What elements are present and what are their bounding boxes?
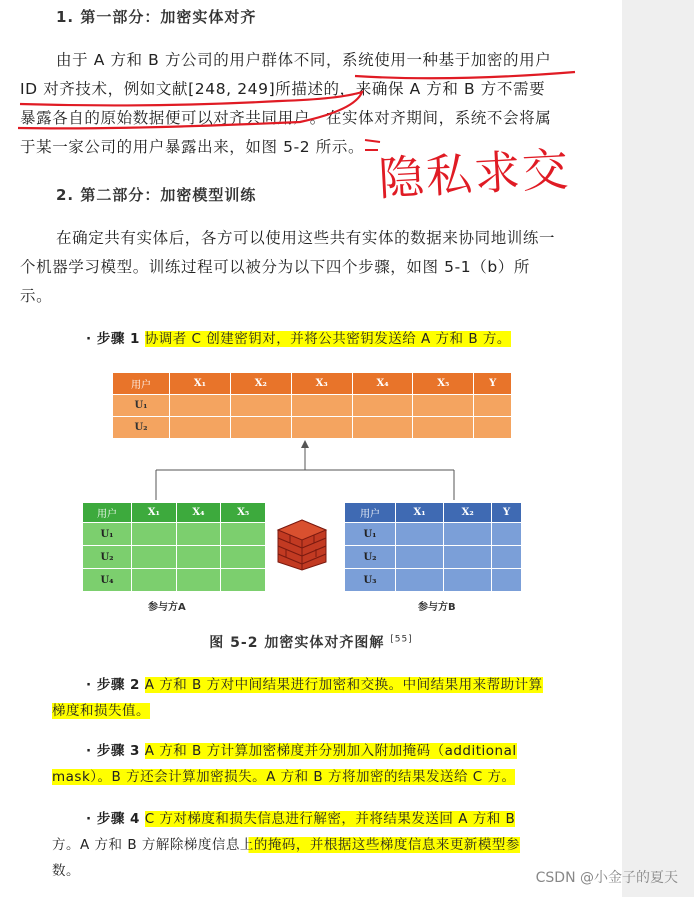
- step2-text-a: A 方和 B 方对中间结果进行加密和交换。中间结果用来帮助计算: [144, 677, 543, 693]
- table-row: [345, 523, 522, 546]
- table-row: [83, 523, 266, 546]
- step3-text-b: mask）。B 方还会计算加密损失。A 方和 B 方将加密的结果发送给 C 方。: [52, 769, 516, 785]
- table-row: [83, 546, 266, 569]
- step4-text-c: 数。: [52, 863, 80, 879]
- step1: [86, 326, 511, 352]
- step3: [86, 738, 606, 764]
- section2-line-b: 个机器学习模型。训练过程可以被分为以下四个步骤，如图 5-1（b）所: [20, 258, 530, 276]
- firewall-brick-icon: [272, 516, 330, 572]
- party-a-row-u1: U₁: [83, 523, 132, 546]
- party-a-header-x4: X₄: [176, 503, 221, 523]
- step4-continuation: [52, 832, 520, 884]
- section1-heading: 1. 第一部分：加密实体对齐: [56, 8, 257, 26]
- joint-header-x3: X₃: [291, 373, 352, 395]
- party-b-header-x1: X₁: [396, 503, 444, 523]
- party-a-header: [83, 503, 266, 523]
- scrollbar-track[interactable]: [622, 0, 694, 897]
- step4-text-b: 方。A 方和 B 方解除梯度信息上的掩码，并根据这些梯度信息来更新模型参: [52, 837, 520, 853]
- party-b-row-u3: U₃: [345, 569, 396, 592]
- joint-header-x4: X₄: [352, 373, 413, 395]
- party-a-table: [82, 502, 266, 592]
- table-row: [83, 569, 266, 592]
- party-a-row-u2: U₂: [83, 546, 132, 569]
- table-row: [345, 546, 522, 569]
- section1-line-c: 暴露各自的原始数据便可以对齐共同用户。在实体对齐期间，系统不会将属: [20, 109, 552, 127]
- party-a-header-user: 用户: [83, 503, 132, 523]
- step3-text-a: A 方和 B 方计算加密梯度并分别加入附加掩码（additional: [144, 743, 517, 759]
- figure-caption: [0, 632, 622, 652]
- party-b-table: [344, 502, 522, 592]
- step3-continuation: [52, 764, 515, 790]
- step4-line-b: [52, 832, 520, 858]
- joint-header-x2: X₂: [230, 373, 291, 395]
- section2-paragraph: [20, 224, 585, 311]
- step2: [86, 672, 606, 698]
- party-a-header-x1: X₁: [132, 503, 177, 523]
- handwritten-note: 隐私求交: [376, 142, 572, 206]
- step2-text-b: 梯度和损失值。: [52, 703, 150, 719]
- step4: [86, 806, 606, 832]
- joint-header-x1: X₁: [170, 373, 231, 395]
- joint-row-u2: U₂: [113, 417, 170, 439]
- party-b-header-x2: X₂: [444, 503, 492, 523]
- joint-table: [112, 372, 512, 439]
- step1-text: 协调者 C 创建密钥对，并将公共密钥发送给 A 方和 B 方。: [144, 331, 511, 347]
- party-b-header-y: Y: [492, 503, 522, 523]
- table-row: [113, 417, 512, 439]
- step2-continuation: [52, 698, 150, 724]
- figure-caption-ref: [55]: [390, 634, 413, 645]
- step1-label: · 步骤 1: [86, 331, 140, 347]
- section1-line-b: ID 对齐技术，例如文献[248, 249]所描述的，来确保 A 方和 B 方不需要: [20, 80, 546, 98]
- section1-line-a: 由于 A 方和 B 方公司的用户群体不同，系统使用一种基于加密的用户: [56, 51, 552, 69]
- figure-caption-text: 图 5-2 加密实体对齐图解: [209, 635, 385, 651]
- section2-line-a: 在确定共有实体后，各方可以使用这些共有实体的数据来协同地训练一: [56, 229, 556, 247]
- step4-text-a: C 方对梯度和损失信息进行解密，并将结果发送回 A 方和 B: [144, 811, 516, 827]
- csdn-watermark: CSDN @小金子的夏天: [535, 870, 678, 886]
- party-b-row-u1: U₁: [345, 523, 396, 546]
- party-a-header-x5: X₅: [221, 503, 266, 523]
- party-b-header-user: 用户: [345, 503, 396, 523]
- table-row: [113, 395, 512, 417]
- joint-header-y: Y: [474, 373, 512, 395]
- joint-header-x5: X₅: [413, 373, 474, 395]
- party-a-label: 参与方A: [148, 602, 186, 613]
- step2-label: · 步骤 2: [86, 677, 140, 693]
- section2-line-c: 示。: [20, 287, 53, 305]
- party-b-label: 参与方B: [418, 602, 456, 613]
- joint-row-u1: U₁: [113, 395, 170, 417]
- step4-label: · 步骤 4: [86, 811, 140, 827]
- table-row: [345, 569, 522, 592]
- section2-heading: 2. 第二部分：加密模型训练: [56, 186, 257, 204]
- section1-line-d: 于某一家公司的用户暴露出来，如图 5-2 所示。: [20, 138, 365, 156]
- connector-arrow: [0, 438, 622, 504]
- joint-header-user: 用户: [113, 373, 170, 395]
- joint-table-header: [113, 373, 512, 395]
- party-b-row-u2: U₂: [345, 546, 396, 569]
- party-b-header: [345, 503, 522, 523]
- step3-label: · 步骤 3: [86, 743, 140, 759]
- party-a-row-u4: U₄: [83, 569, 132, 592]
